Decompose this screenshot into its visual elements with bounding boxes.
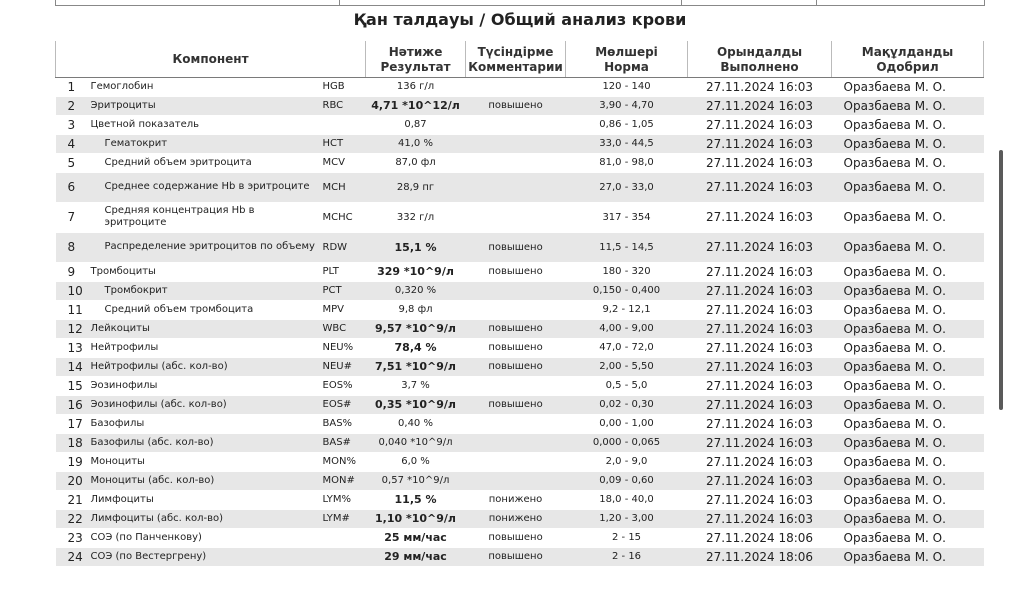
component-code: PCT (322, 285, 342, 296)
approved-by: Оразбаева М. О. (843, 416, 946, 431)
result-value: 28,9 пг (396, 181, 435, 193)
approved-by: Оразбаева М. О. (843, 454, 946, 469)
norm-range: 9,2 - 12,1 (602, 304, 651, 315)
row-number: 10 (67, 283, 83, 298)
norm-range: 81,0 - 98,0 (599, 157, 654, 168)
row-number: 1 (67, 79, 76, 94)
result-value: 4,71 *10^12/л (371, 99, 460, 112)
done-datetime: 27.11.2024 16:03 (705, 210, 814, 224)
approved-by: Оразбаева М. О. (843, 302, 946, 317)
row-number: 8 (67, 240, 76, 254)
component-name: Гематокрит (104, 137, 168, 149)
component-name: Базофилы (абс. кол-во) (90, 436, 214, 448)
approved-by: Оразбаева М. О. (843, 549, 946, 564)
approved-by: Оразбаева М. О. (843, 321, 946, 336)
result-value: 1,10 *10^9/л (375, 512, 456, 525)
norm-range: 0,5 - 5,0 (605, 380, 648, 391)
done-datetime: 27.11.2024 16:03 (705, 180, 814, 194)
component-name: Распределение эритроцитов по объему (104, 241, 315, 252)
row-number: 12 (67, 321, 83, 336)
header-approved: Мақұлданды Одобрил (832, 41, 984, 77)
component-name: Нейтрофилы (90, 341, 159, 353)
approved-by: Оразбаева М. О. (843, 530, 946, 545)
result-value: 29 мм/час (384, 550, 447, 563)
component-code: HCT (322, 138, 344, 149)
approved-by: Оразбаева М. О. (843, 98, 946, 113)
comment-text: понижено (488, 494, 543, 505)
row-number: 6 (67, 180, 76, 194)
row-number: 15 (67, 378, 83, 393)
comment-text: повышено (488, 551, 543, 562)
comment-text (466, 300, 566, 319)
done-datetime: 27.11.2024 16:03 (705, 397, 814, 412)
approved-by: Оразбаева М. О. (843, 136, 946, 151)
row-number: 24 (67, 549, 83, 564)
row-number: 3 (67, 117, 76, 132)
table-row (56, 115, 984, 134)
done-datetime: 27.11.2024 16:03 (705, 117, 814, 132)
component-name: Гемоглобин (90, 80, 154, 92)
component-code: RDW (322, 241, 348, 253)
result-value: 9,8 фл (398, 304, 433, 315)
approved-by: Оразбаева М. О. (843, 397, 946, 412)
result-value: 25 мм/час (384, 531, 447, 544)
done-datetime: 27.11.2024 16:03 (705, 283, 814, 298)
page-title: Қан талдауы / Общий анализ крови (353, 10, 687, 29)
result-value: 41,0 % (398, 138, 433, 149)
component-name: Эритроциты (90, 99, 156, 111)
component-code: MCV (322, 157, 345, 168)
approved-by: Оразбаева М. О. (843, 79, 946, 94)
done-datetime: 27.11.2024 16:03 (705, 492, 814, 507)
result-value: 11,5 % (394, 493, 437, 506)
comment-text (466, 452, 566, 471)
comment-text (466, 172, 566, 202)
comment-text: повышено (488, 532, 543, 543)
done-datetime: 27.11.2024 16:03 (705, 435, 814, 450)
done-datetime: 27.11.2024 16:03 (705, 155, 814, 170)
component-code: LYM% (322, 494, 351, 505)
component-name: Средний объем эритроцита (104, 156, 252, 168)
component-code (316, 115, 366, 134)
result-value: 9,57 *10^9/л (375, 322, 456, 335)
row-number: 18 (67, 435, 83, 450)
blood-test-table (55, 41, 984, 567)
table-row (56, 77, 984, 96)
table-row (56, 452, 984, 471)
approved-by: Оразбаева М. О. (843, 240, 946, 254)
approved-by: Оразбаева М. О. (843, 511, 946, 526)
norm-range: 3,90 - 4,70 (599, 100, 654, 111)
row-number: 13 (67, 340, 83, 355)
comment-text (466, 202, 566, 232)
row-number: 2 (67, 98, 76, 113)
done-datetime: 27.11.2024 16:03 (705, 98, 814, 113)
result-value: 0,320 % (394, 285, 437, 296)
component-name: Цветной показатель (90, 118, 200, 130)
comment-text: повышено (488, 241, 543, 253)
comment-text (466, 471, 566, 490)
table-row (56, 172, 984, 202)
result-value: 6,0 % (401, 456, 430, 467)
component-name: Тромбокрит (104, 284, 168, 296)
component-code: MON% (322, 456, 356, 467)
result-value: 329 *10^9/л (377, 265, 454, 278)
component-name: СОЭ (по Вестергрену) (90, 550, 207, 562)
result-value: 0,40 % (398, 418, 433, 429)
component-name: Базофилы (90, 417, 145, 429)
row-number: 5 (67, 155, 76, 170)
table-row (56, 547, 984, 566)
component-name: Тромбоциты (90, 265, 156, 277)
result-value: 136 г/л (396, 81, 435, 92)
result-value: 0,040 *10^9/л (378, 437, 453, 448)
table-row (56, 395, 984, 414)
header-component: Компонент (56, 41, 366, 77)
result-value: 0,87 (404, 119, 427, 130)
row-number: 11 (67, 302, 83, 317)
comment-text (466, 153, 566, 172)
norm-range: 2,0 - 9,0 (605, 456, 648, 467)
table-row (56, 153, 984, 172)
norm-range: 18,0 - 40,0 (599, 494, 654, 505)
component-code: EOS# (322, 399, 352, 410)
component-name: Лейкоциты (90, 322, 150, 334)
table-row (56, 338, 984, 357)
comment-text: повышено (488, 266, 543, 277)
row-number: 22 (67, 511, 83, 526)
table-row (56, 202, 984, 232)
row-number: 9 (67, 264, 76, 279)
done-datetime: 27.11.2024 16:03 (705, 454, 814, 469)
done-datetime: 27.11.2024 16:03 (705, 340, 814, 355)
header-done: Орындалды Выполнено (688, 41, 832, 77)
component-name: СОЭ (по Панченкову) (90, 531, 202, 543)
component-code (316, 547, 366, 566)
approved-by: Оразбаева М. О. (843, 155, 946, 170)
done-datetime: 27.11.2024 18:06 (705, 549, 814, 564)
component-name: Нейтрофилы (абс. кол-во) (90, 360, 228, 372)
result-value: 0,57 *10^9/л (381, 475, 450, 486)
table-row (56, 376, 984, 395)
table-row (56, 357, 984, 376)
component-code: HGB (322, 81, 345, 92)
approved-by: Оразбаева М. О. (843, 117, 946, 132)
header-comment: Түсіндірме Комментарии (466, 41, 566, 77)
header-norm: Мөлшері Норма (566, 41, 688, 77)
done-datetime: 27.11.2024 16:03 (705, 416, 814, 431)
approved-by: Оразбаева М. О. (843, 435, 946, 450)
previous-table-edge (55, 0, 985, 6)
component-name: Средняя концентрация Hb в эритроците (104, 205, 255, 228)
approved-by: Оразбаева М. О. (843, 210, 946, 224)
norm-range: 27,0 - 33,0 (599, 181, 654, 193)
norm-range: 0,02 - 0,30 (599, 399, 654, 410)
component-code: RBC (322, 100, 344, 111)
component-code: BAS# (322, 437, 351, 448)
table-row (56, 490, 984, 509)
table-row (56, 300, 984, 319)
done-datetime: 27.11.2024 18:06 (705, 530, 814, 545)
comment-text: повышено (488, 342, 543, 353)
comment-text (466, 376, 566, 395)
norm-range: 317 - 354 (602, 211, 651, 223)
done-datetime: 27.11.2024 16:03 (705, 378, 814, 393)
comment-text (466, 281, 566, 300)
norm-range: 0,150 - 0,400 (592, 285, 661, 296)
result-value: 15,1 % (394, 240, 437, 254)
approved-by: Оразбаева М. О. (843, 283, 946, 298)
component-name: Моноциты (абс. кол-во) (90, 474, 215, 486)
comment-text: повышено (488, 399, 543, 410)
done-datetime: 27.11.2024 16:03 (705, 321, 814, 336)
comment-text (466, 414, 566, 433)
component-code: MCHC (322, 211, 353, 223)
table-row (56, 232, 984, 262)
row-number: 14 (67, 359, 83, 374)
norm-range: 4,00 - 9,00 (599, 323, 654, 334)
scrollbar[interactable] (999, 150, 1003, 410)
component-code: EOS% (322, 380, 353, 391)
approved-by: Оразбаева М. О. (843, 340, 946, 355)
approved-by: Оразбаева М. О. (843, 378, 946, 393)
table-row (56, 96, 984, 115)
table-row (56, 134, 984, 153)
result-value: 332 г/л (396, 211, 435, 223)
done-datetime: 27.11.2024 16:03 (705, 511, 814, 526)
result-value: 0,35 *10^9/л (375, 398, 456, 411)
component-name: Лимфоциты (абс. кол-во) (90, 512, 224, 524)
component-name: Эозинофилы (абс. кол-во) (90, 398, 227, 410)
done-datetime: 27.11.2024 16:03 (705, 264, 814, 279)
approved-by: Оразбаева М. О. (843, 492, 946, 507)
component-name: Моноциты (90, 455, 145, 467)
result-value: 3,7 % (401, 380, 430, 391)
norm-range: 180 - 320 (602, 266, 651, 277)
approved-by: Оразбаева М. О. (843, 264, 946, 279)
row-number: 21 (67, 492, 83, 507)
approved-by: Оразбаева М. О. (843, 473, 946, 488)
table-header-row (56, 41, 984, 77)
done-datetime: 27.11.2024 16:03 (705, 79, 814, 94)
norm-range: 33,0 - 44,5 (599, 138, 654, 149)
table-row (56, 471, 984, 490)
component-code: MCH (322, 181, 346, 193)
row-number: 16 (67, 397, 83, 412)
comment-text (466, 134, 566, 153)
row-number: 23 (67, 530, 83, 545)
done-datetime: 27.11.2024 16:03 (705, 136, 814, 151)
comment-text (466, 77, 566, 96)
row-number: 17 (67, 416, 83, 431)
table-row (56, 319, 984, 338)
component-code: NEU% (322, 342, 354, 353)
component-code (316, 528, 366, 547)
table-row (56, 528, 984, 547)
header-result: Нәтиже Результат (366, 41, 466, 77)
norm-range: 1,20 - 3,00 (599, 513, 654, 524)
comment-text: повышено (488, 323, 543, 334)
approved-by: Оразбаева М. О. (843, 180, 946, 194)
component-code: PLT (322, 266, 339, 277)
norm-range: 0,09 - 0,60 (599, 475, 654, 486)
row-number: 20 (67, 473, 83, 488)
result-value: 78,4 % (394, 341, 437, 354)
component-code: NEU# (322, 361, 352, 372)
comment-text (466, 115, 566, 134)
done-datetime: 27.11.2024 16:03 (705, 302, 814, 317)
component-name: Средний объем тромбоцита (104, 303, 254, 315)
row-number: 7 (67, 210, 76, 224)
table-row (56, 281, 984, 300)
component-code: WBC (322, 323, 347, 334)
norm-range: 0,86 - 1,05 (599, 119, 654, 130)
norm-range: 2 - 16 (611, 551, 642, 562)
table-row (56, 414, 984, 433)
table-row (56, 262, 984, 281)
approved-by: Оразбаева М. О. (843, 359, 946, 374)
comment-text: повышено (488, 100, 543, 111)
component-code: BAS% (322, 418, 353, 429)
norm-range: 2 - 15 (611, 532, 642, 543)
row-number: 19 (67, 454, 83, 469)
done-datetime: 27.11.2024 16:03 (705, 240, 814, 254)
comment-text (466, 433, 566, 452)
norm-range: 0,00 - 1,00 (599, 418, 654, 429)
comment-text: понижено (488, 513, 543, 524)
done-datetime: 27.11.2024 16:03 (705, 473, 814, 488)
component-code: MPV (322, 304, 344, 315)
component-code: MON# (322, 475, 355, 486)
row-number: 4 (67, 136, 76, 151)
result-value: 7,51 *10^9/л (375, 360, 456, 373)
norm-range: 120 - 140 (602, 81, 651, 92)
norm-range: 47,0 - 72,0 (599, 342, 654, 353)
component-code: LYM# (322, 513, 350, 524)
component-name: Эозинофилы (90, 379, 158, 391)
component-name: Среднее содержание Hb в эритроците (104, 181, 310, 192)
done-datetime: 27.11.2024 16:03 (705, 359, 814, 374)
result-value: 87,0 фл (395, 157, 436, 168)
component-name: Лимфоциты (90, 493, 154, 505)
table-row (56, 509, 984, 528)
comment-text: повышено (488, 361, 543, 372)
table-row (56, 433, 984, 452)
norm-range: 11,5 - 14,5 (599, 241, 654, 253)
norm-range: 2,00 - 5,50 (599, 361, 654, 372)
norm-range: 0,000 - 0,065 (592, 437, 661, 448)
